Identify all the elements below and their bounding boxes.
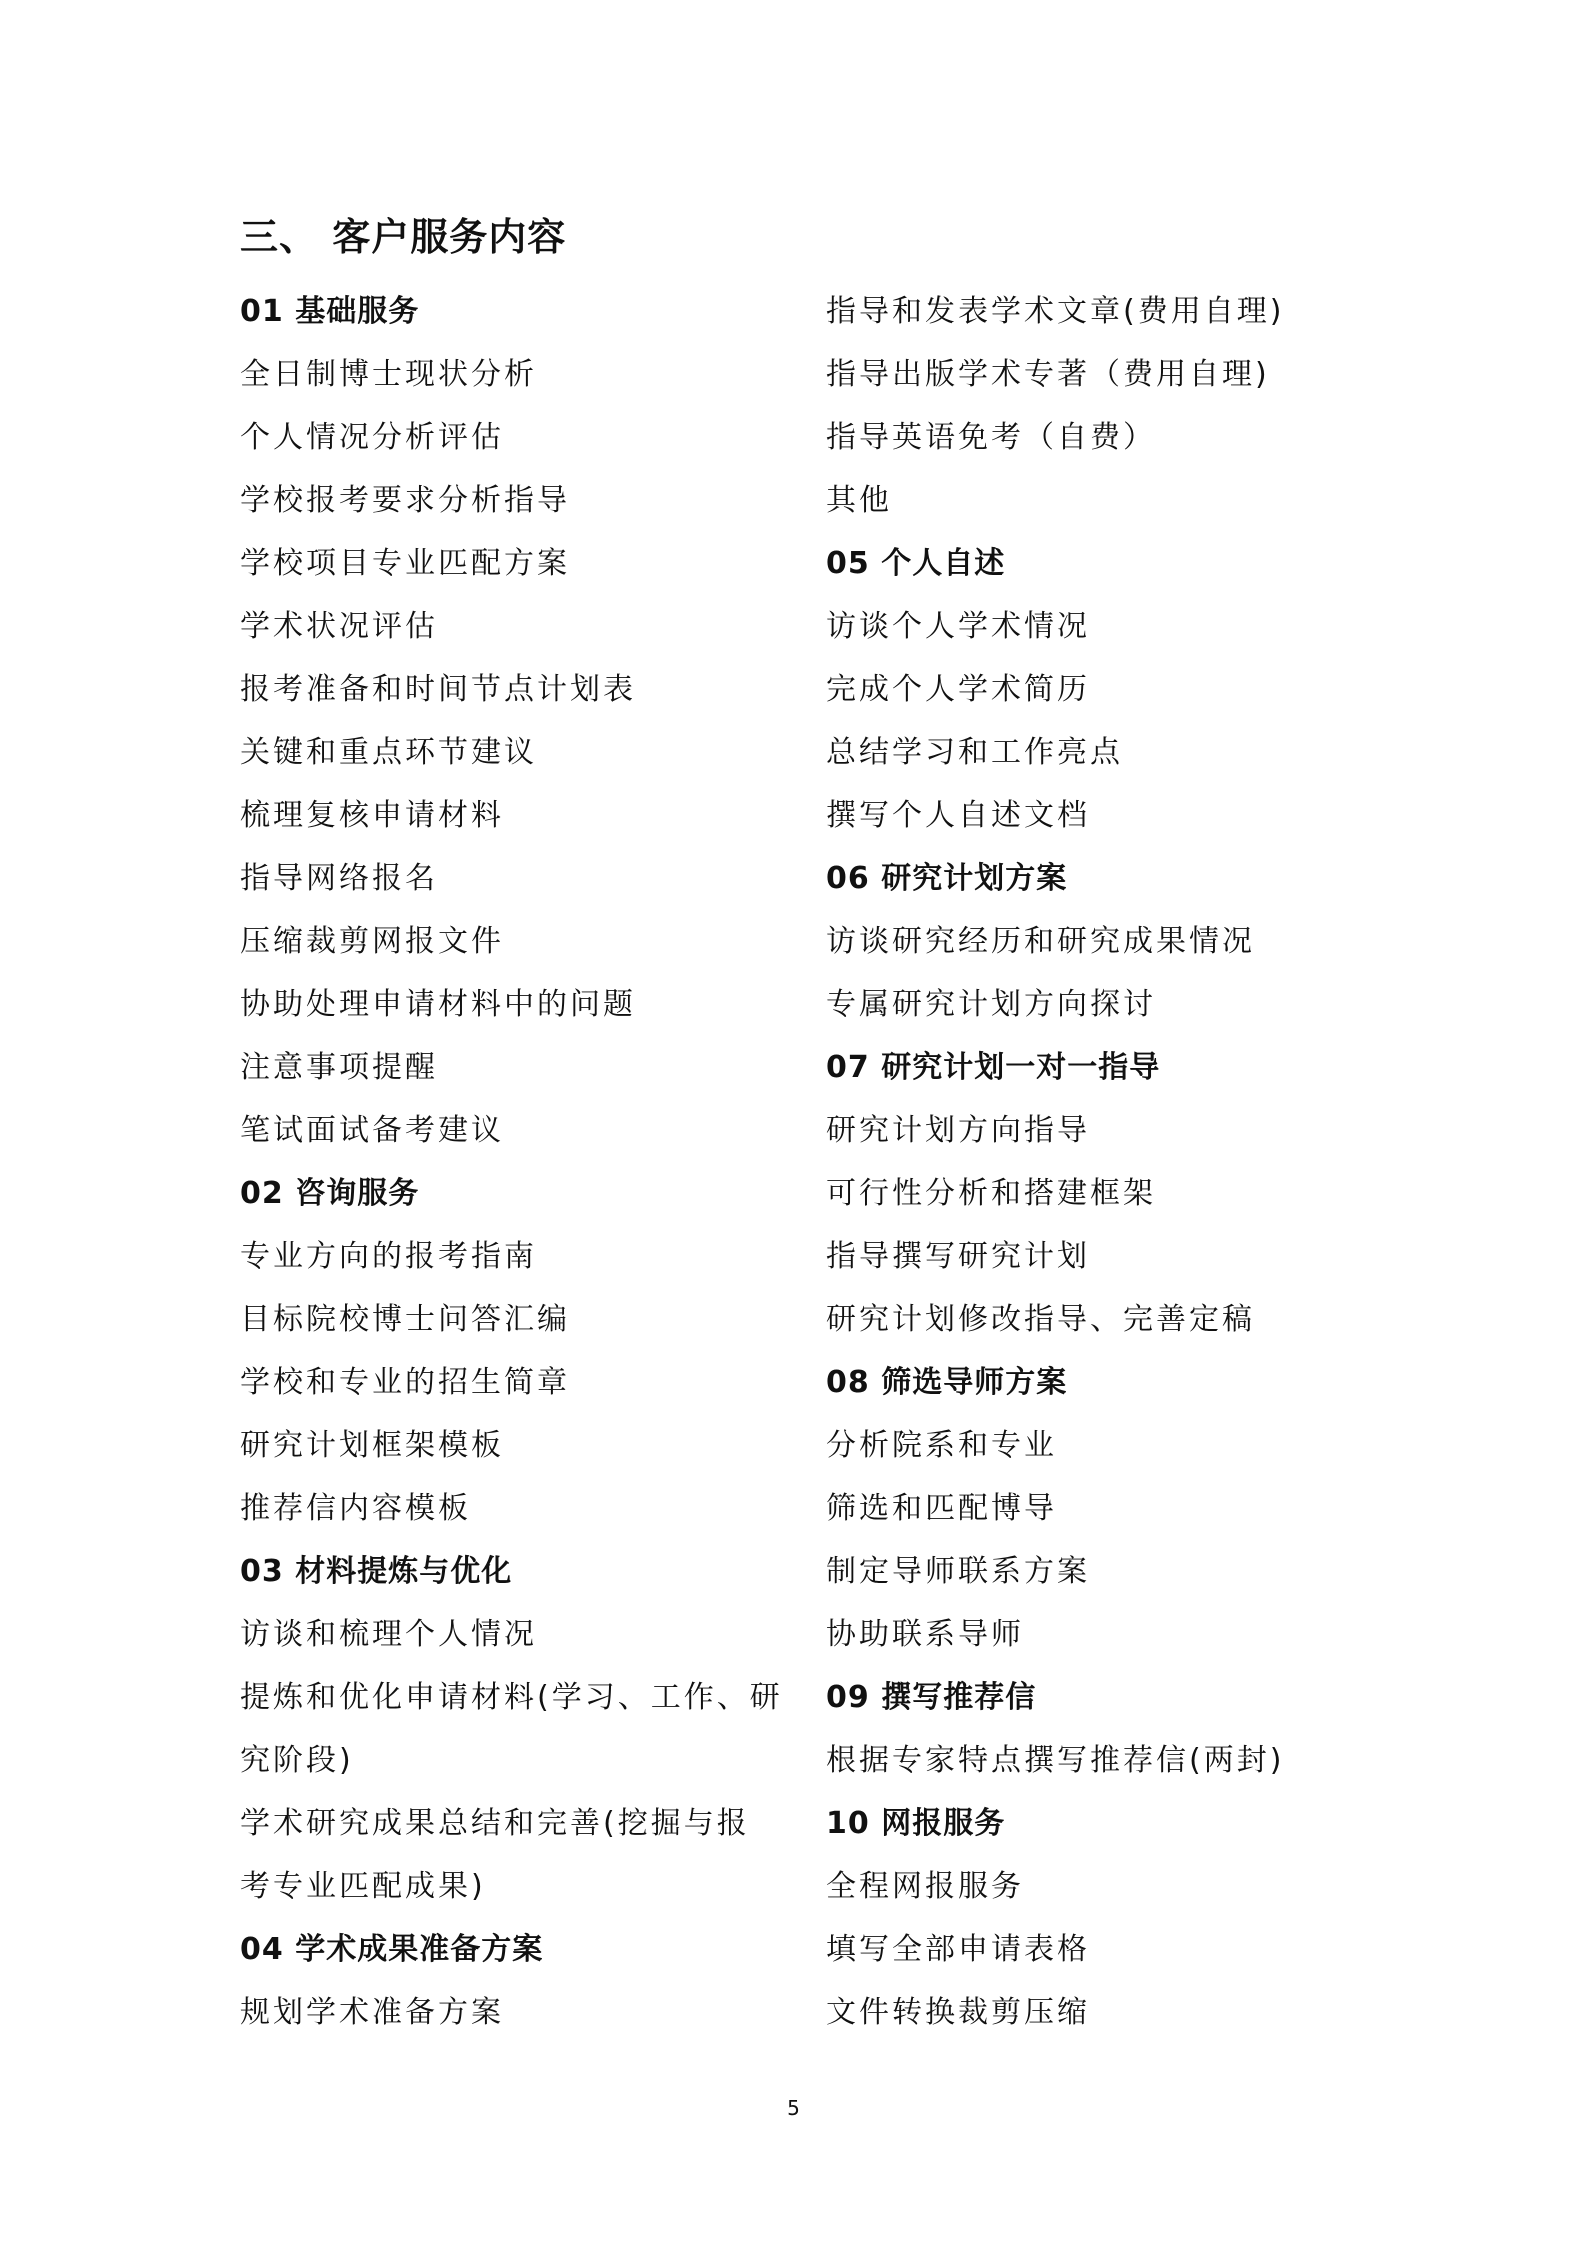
service-item: 填写全部申请表格 — [826, 1932, 1090, 1967]
service-item: 全日制博士现状分析 — [240, 357, 537, 392]
section-heading: 07 研究计划一对一指导 — [826, 1050, 1161, 1085]
service-item: 可行性分析和搭建框架 — [826, 1176, 1156, 1211]
service-item: 目标院校博士问答汇编 — [240, 1302, 570, 1337]
section-heading: 04 学术成果准备方案 — [240, 1932, 544, 1967]
service-item: 提炼和优化申请材料(学习、工作、研 — [240, 1680, 783, 1715]
service-item: 报考准备和时间节点计划表 — [240, 672, 636, 707]
section-heading: 03 材料提炼与优化 — [240, 1554, 513, 1589]
service-item: 全程网报服务 — [826, 1869, 1024, 1904]
service-item: 指导出版学术专著（费用自理) — [826, 357, 1270, 392]
service-item: 根据专家特点撰写推荐信(两封) — [826, 1743, 1285, 1778]
service-item: 学术状况评估 — [240, 609, 438, 644]
service-item: 协助处理申请材料中的问题 — [240, 987, 636, 1022]
service-item: 注意事项提醒 — [240, 1050, 438, 1085]
service-item: 分析院系和专业 — [826, 1428, 1057, 1463]
section-heading: 02 咨询服务 — [240, 1176, 420, 1211]
service-item: 访谈和梳理个人情况 — [240, 1617, 537, 1652]
service-item: 考专业匹配成果) — [240, 1869, 486, 1904]
section-heading: 08 筛选导师方案 — [826, 1365, 1068, 1400]
service-item: 协助联系导师 — [826, 1617, 1024, 1652]
service-item: 研究计划方向指导 — [826, 1113, 1090, 1148]
service-item: 总结学习和工作亮点 — [826, 735, 1123, 770]
service-item: 研究计划框架模板 — [240, 1428, 504, 1463]
section-title: 三、 客户服务内容 — [240, 215, 567, 259]
section-heading: 10 网报服务 — [826, 1806, 1006, 1841]
service-item: 学校和专业的招生简章 — [240, 1365, 570, 1400]
service-item: 指导撰写研究计划 — [826, 1239, 1090, 1274]
section-heading: 01 基础服务 — [240, 294, 420, 329]
service-item: 梳理复核申请材料 — [240, 798, 504, 833]
service-item: 学校报考要求分析指导 — [240, 483, 570, 518]
service-item: 学术研究成果总结和完善(挖掘与报 — [240, 1806, 750, 1841]
service-item: 访谈研究经历和研究成果情况 — [826, 924, 1255, 959]
service-item: 压缩裁剪网报文件 — [240, 924, 504, 959]
section-heading: 05 个人自述 — [826, 546, 1006, 581]
section-heading: 06 研究计划方案 — [826, 861, 1068, 896]
right-column — [826, 280, 1386, 2044]
service-item: 学校项目专业匹配方案 — [240, 546, 570, 581]
service-item: 文件转换裁剪压缩 — [826, 1995, 1090, 2030]
section-heading: 09 撰写推荐信 — [826, 1680, 1037, 1715]
service-item: 指导英语免考（自费） — [826, 420, 1156, 455]
service-item: 究阶段) — [240, 1743, 354, 1778]
service-item: 规划学术准备方案 — [240, 1995, 504, 2030]
service-item: 指导和发表学术文章(费用自理) — [826, 294, 1285, 329]
service-item: 制定导师联系方案 — [826, 1554, 1090, 1589]
service-item: 个人情况分析评估 — [240, 420, 504, 455]
service-item: 访谈个人学术情况 — [826, 609, 1090, 644]
service-item: 研究计划修改指导、完善定稿 — [826, 1302, 1255, 1337]
service-item: 专属研究计划方向探讨 — [826, 987, 1156, 1022]
service-item: 撰写个人自述文档 — [826, 798, 1090, 833]
service-item: 指导网络报名 — [240, 861, 438, 896]
service-item: 专业方向的报考指南 — [240, 1239, 537, 1274]
page-number: 5 — [787, 2096, 800, 2120]
service-item: 关键和重点环节建议 — [240, 735, 537, 770]
service-item: 完成个人学术简历 — [826, 672, 1090, 707]
service-item: 其他 — [826, 483, 892, 518]
service-item: 推荐信内容模板 — [240, 1491, 471, 1526]
service-item: 筛选和匹配博导 — [826, 1491, 1057, 1526]
service-item: 笔试面试备考建议 — [240, 1113, 504, 1148]
left-column — [240, 280, 783, 2044]
